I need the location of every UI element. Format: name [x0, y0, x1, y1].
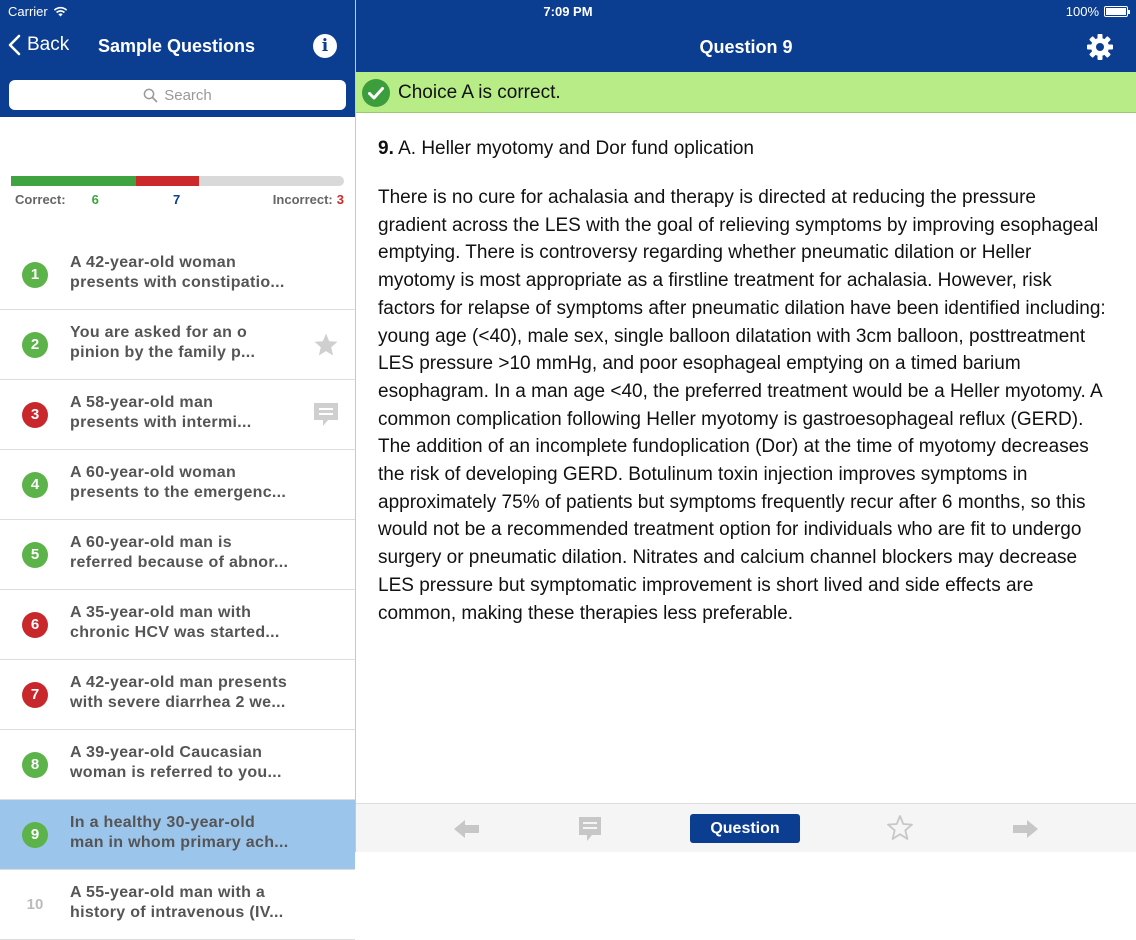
question-preview-line: presents with intermi...: [70, 414, 252, 431]
question-preview-line: A 55-year-old man with a: [70, 884, 266, 901]
battery-info: [1066, 4, 1128, 19]
question-number-badge: 1: [22, 262, 48, 288]
list-item[interactable]: [0, 520, 355, 590]
progress-bar: [11, 176, 344, 186]
incorrect-count-group: [273, 192, 344, 207]
correct-count: 6: [91, 192, 99, 207]
back-button[interactable]: [8, 34, 69, 56]
question-preview-line: A 35-year-old man with: [70, 604, 252, 621]
detail-nav-bar: [356, 24, 1136, 72]
question-preview-line: presents to the emergenc...: [70, 484, 287, 501]
question-preview-line: A 39-year-old Caucasian: [70, 744, 263, 761]
correct-answer: [378, 137, 1108, 161]
question-number-badge: 5: [22, 542, 48, 568]
note-icon: [313, 402, 339, 428]
question-preview-line: man in whom primary ach...: [70, 834, 289, 851]
question-preview-line: presents with constipatio...: [70, 274, 285, 291]
question-preview: [70, 253, 335, 293]
note-icon[interactable]: [577, 815, 603, 843]
answered-count: 7: [173, 192, 181, 207]
list-item[interactable]: [0, 660, 355, 730]
progress-incorrect-fill: [136, 176, 199, 186]
question-number-badge: 7: [22, 682, 48, 708]
question-preview-line: You are asked for an o: [70, 324, 248, 341]
incorrect-label: Incorrect:: [272, 192, 333, 207]
gear-icon[interactable]: [1086, 33, 1114, 61]
back-label: Back: [27, 34, 70, 55]
question-list: [0, 240, 355, 940]
question-preview-line: referred because of abnor...: [70, 554, 289, 571]
carrier-label: Carrier: [8, 4, 48, 19]
answer-number: 9.: [378, 138, 394, 159]
progress-correct-fill: [11, 176, 136, 186]
result-message: Choice A is correct.: [398, 82, 561, 103]
sidebar-title: Sample Questions: [98, 36, 256, 56]
question-button[interactable]: Question: [690, 814, 800, 843]
question-preview-line: woman is referred to you...: [70, 764, 282, 781]
list-item[interactable]: [0, 800, 355, 870]
result-banner: [356, 72, 1136, 113]
correct-count-group: [15, 192, 99, 207]
search-input[interactable]: [9, 80, 346, 110]
question-preview: [70, 393, 335, 433]
chevron-left-icon: [8, 34, 21, 56]
list-item[interactable]: [0, 380, 355, 450]
bottom-toolbar: [356, 803, 1136, 852]
battery-icon: [1104, 6, 1128, 17]
page-title: Question 9: [699, 37, 793, 57]
question-preview-line: with severe diarrhea 2 we...: [70, 694, 286, 711]
star-icon: [313, 332, 339, 358]
arrow-right-icon[interactable]: [1010, 818, 1040, 840]
question-number-badge: 2: [22, 332, 48, 358]
incorrect-count: 3: [336, 192, 344, 207]
question-number-badge: 3: [22, 402, 48, 428]
question-preview: [70, 673, 335, 713]
search-bar: [0, 72, 355, 117]
list-item[interactable]: [0, 870, 355, 940]
question-preview-line: A 60-year-old man is: [70, 534, 232, 551]
question-number-badge: 9: [22, 822, 48, 848]
question-number-badge: 10: [26, 896, 44, 913]
question-preview-line: chronic HCV was started...: [70, 624, 280, 641]
question-preview: [70, 463, 335, 503]
question-preview-line: pinion by the family p...: [70, 344, 256, 361]
search-icon: [143, 88, 158, 103]
list-item[interactable]: [0, 310, 355, 380]
question-preview: [70, 883, 335, 923]
sidebar-nav-bar: [0, 24, 355, 72]
question-number-badge: 4: [22, 472, 48, 498]
battery-percent: 100%: [1065, 4, 1099, 19]
arrow-left-icon[interactable]: [452, 818, 482, 840]
list-item[interactable]: [0, 590, 355, 660]
progress-summary: [0, 117, 355, 213]
question-preview: [70, 813, 335, 853]
question-preview: [70, 533, 335, 573]
question-preview-line: A 42-year-old man presents: [70, 674, 288, 691]
question-number-badge: 8: [22, 752, 48, 778]
answer-text: A. Heller myotomy and Dor fund oplication: [398, 138, 754, 159]
question-preview: [70, 323, 335, 363]
correct-label: Correct:: [15, 192, 66, 207]
search-placeholder: Search: [164, 86, 212, 104]
question-preview-line: history of intravenous (IV...: [70, 904, 284, 921]
question-preview-line: In a healthy 30-year-old: [70, 814, 256, 831]
question-preview-line: A 60-year-old woman: [70, 464, 237, 481]
question-preview-line: A 42-year-old woman: [70, 254, 237, 271]
checkmark-icon: [362, 79, 390, 107]
split-divider: [355, 0, 356, 852]
info-button[interactable]: i: [313, 34, 337, 58]
question-preview: [70, 743, 335, 783]
status-time: 7:09 PM: [543, 4, 593, 19]
list-item[interactable]: [0, 450, 355, 520]
list-item[interactable]: [0, 240, 355, 310]
answer-content: [378, 137, 1108, 627]
explanation-text: There is no cure for achalasia and therapy is directed at reducing the pressure gradient across the LES with the goal of relieving symptoms by improving esophageal emptying. There is controversy regarding whether pneumatic dilation or Heller myotomy is most appropriate as a firstline treatment for achalasia. However, risk factors for relapse of symptoms after pneumatic dilation have been identified including: young age (<40), male sex, single balloon dilatation with 3cm balloon, posttreatment LES pressure >10 mmHg, and poor esophageal emptying on a timed barium esophagram. In a man age <40, the preferred treatment would be a Heller myotomy. A common complication following Heller myotomy is gastroesophageal reflux (GERD). The addition of an incomplete fundoplication (Dor) at the time of myotomy decreases the risk of developing GERD. Botulinum toxin injection improves symptoms in approximately 75% of patients but symptoms frequently recur after 6 months, so this would not be a recommended treatment option for individuals who are fit to undergo surgery or pneumatic dilation. Nitrates and calcium channel blockers may decrease LES pressure but symptomatic improvement is short lived and side effects are common, making these therapies less preferable.: [378, 187, 1106, 624]
list-item[interactable]: [0, 730, 355, 800]
star-outline-icon[interactable]: [886, 814, 914, 841]
status-bar: [0, 0, 1136, 24]
question-number-badge: 6: [22, 612, 48, 638]
question-preview-line: A 58-year-old man: [70, 394, 214, 411]
question-preview: [70, 603, 335, 643]
